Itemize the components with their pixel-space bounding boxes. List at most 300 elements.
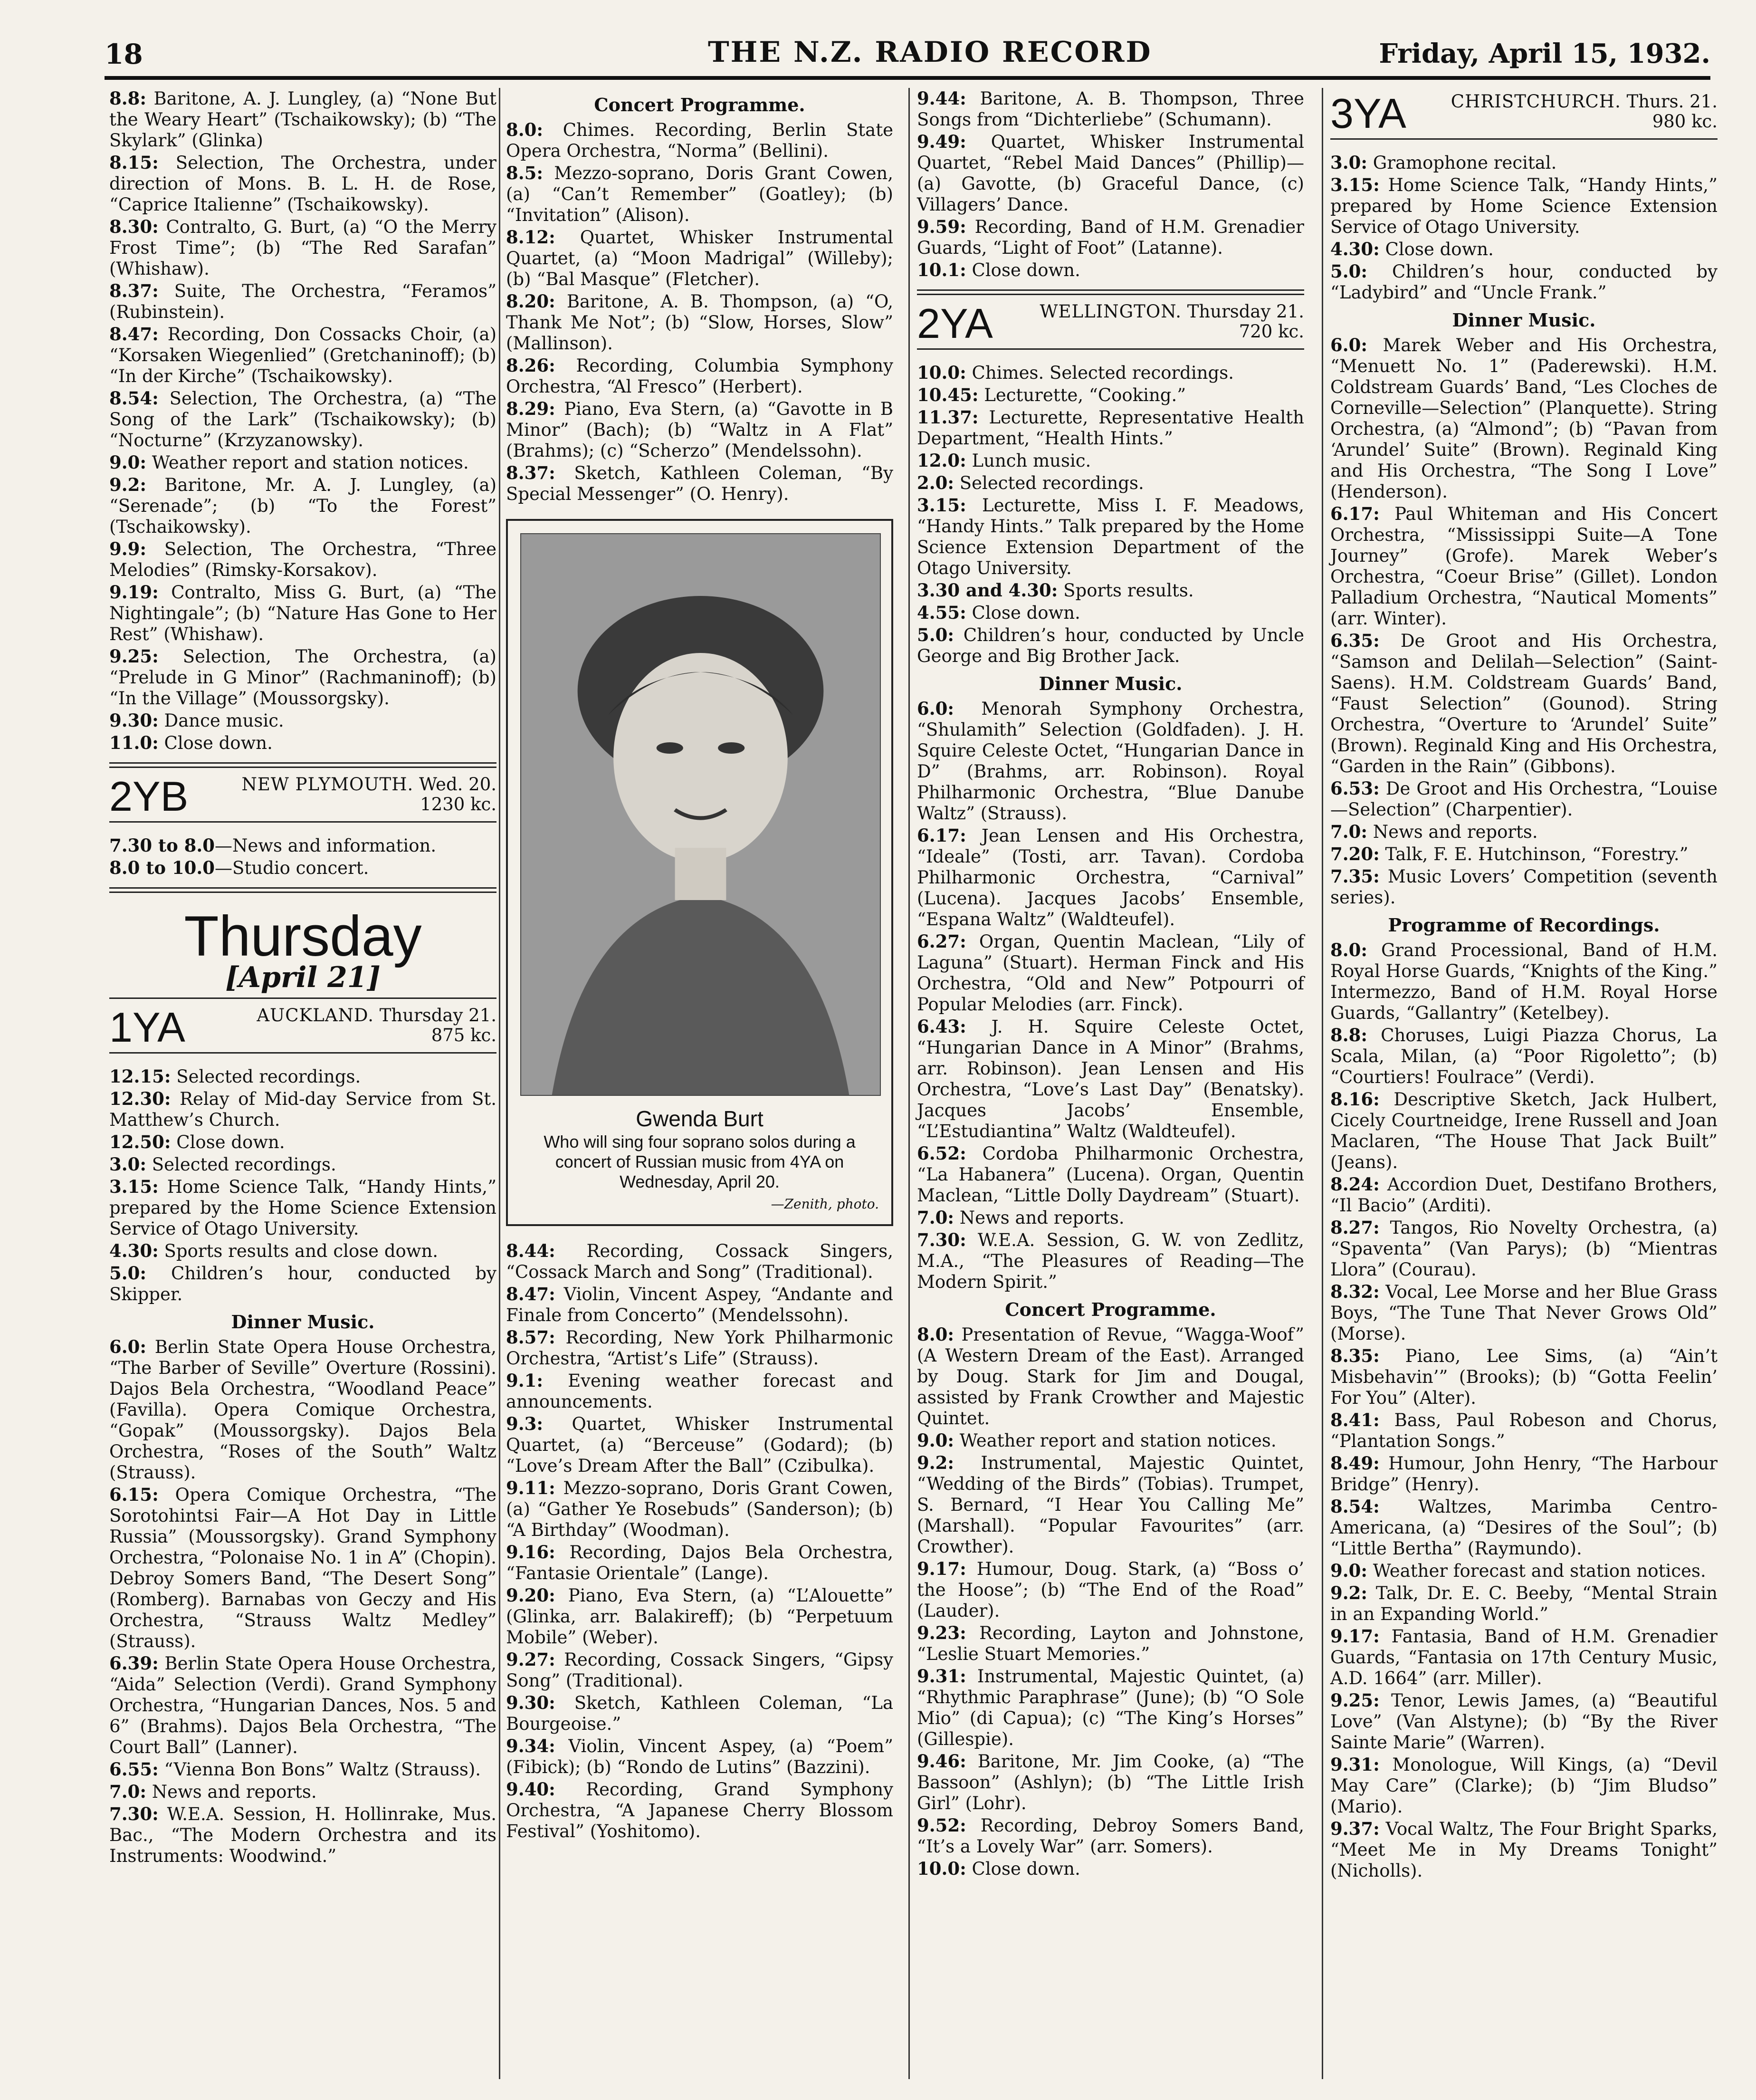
programme-description: Vocal Waltz, The Four Bright Sparks, “Meet Me in My Dreams Tonight” (Nicholls). [1330,1819,1718,1881]
programme-time: 7.0: [1330,821,1368,842]
programme-entry [1330,778,1718,820]
station-header-3ya [1330,88,1718,140]
programme-description: Tangos, Rio Novelty Orchestra, (a) “Spaventa” (Van Parys); (b) “Mientras Llora” (Courau). [1330,1218,1718,1280]
programme-description: Choruses, Luigi Piazza Chorus, La Scala, Milan, (a) “Poor Rigoletto”; (b) “Courtiers! Foulrace” (Verdi). [1330,1025,1718,1087]
programme-entry [917,602,1304,623]
photo-caption: Who will sing four soprano solos during a concert of Russian music from 4YA on Wednesday, April 20. [544,1132,856,1191]
programme-description: Selected recordings. [146,1154,336,1175]
programme-description: Talk, Dr. E. C. Beeby, “Mental Strain in an Expanding World.” [1330,1583,1718,1624]
programme-entry [109,1759,496,1780]
programme-time: 9.1: [506,1370,544,1391]
station-frequency: 720 kc. [1239,321,1304,342]
programme-description: Piano, Eva Stern, (a) “L’Alouette” (Glinka, arr. Balakireff); (b) “Perpetuum Mobile” (Weber). [506,1585,893,1648]
programme-description: Children’s hour, conducted by “Ladybird” and “Uncle Frank.” [1330,261,1718,303]
programme-time: 10.45: [917,384,979,405]
publication-title: THE N.Z. RADIO RECORD [708,36,1152,69]
programme-description: Close down. [966,1859,1080,1879]
programme-time: 4.55: [917,602,966,623]
programme-time: 7.0: [109,1781,147,1802]
programme-time: 6.15: [109,1484,159,1505]
programme-time: 9.0: [1330,1560,1368,1581]
programme-entry [109,1484,496,1652]
masthead-rule [105,76,1710,80]
programme-time: 2.0: [917,472,954,493]
programme-description: Weather report and station notices. [146,452,469,473]
programme-description: Presentation of Revue, “Wagga-Woof” (A Western Dream of the East). Arranged by Doug. Stark for Jim and Dougal, assisted by Frank Crowther and Majestic Quintet. [917,1324,1304,1429]
programme-description: Weather report and station notices. [954,1430,1277,1451]
programme-entry [917,259,1304,281]
programme-entry [917,1622,1304,1665]
programme-time: 8.27: [1330,1217,1380,1238]
programme-description: Piano, Lee Sims, (a) “Ain’t Misbehavin’” (Brooks); (b) “Gotta Feelin’ For You” (Alter). [1330,1346,1718,1408]
station-city: AUCKLAND. [257,1005,374,1026]
programme-time: 3.15: [1330,174,1380,195]
programme-entry [1330,1496,1718,1559]
programme-entry [1330,1560,1718,1582]
programme-entry [109,857,496,879]
listing-block [917,1324,1304,1879]
programme-time: 9.52: [917,1815,966,1836]
programme-entry [917,1016,1304,1142]
programme-entry [109,835,496,856]
programme-entry [1330,1582,1718,1625]
programme-entry [109,216,496,279]
programme-description: Suite, The Orchestra, “Feramos” (Rubinstein). [109,281,496,322]
programme-description: Recording, Cossack Singers, “Cossack March and Song” (Traditional). [506,1241,893,1282]
programme-entry [506,1370,893,1412]
programme-time: 6.0: [109,1336,147,1357]
listing-block [1330,335,1718,908]
programme-description: Children’s hour, conducted by Skipper. [109,1263,496,1304]
section-subheading: Dinner Music. [1039,673,1183,694]
programme-entry [917,131,1304,215]
programme-description: Mezzo-soprano, Doris Grant Cowen, (a) “Can’t Remember” (Goatley); (b) “Invitation” (Alison). [506,163,893,225]
programme-time: 9.23: [917,1622,966,1643]
programme-time: 8.12: [506,227,555,248]
programme-description: Chimes. Recording, Berlin State Opera Orchestra, “Norma” (Bellini). [506,120,893,161]
programme-entry [109,732,496,754]
programme-entry [1330,1754,1718,1817]
programme-entry [917,931,1304,1015]
programme-description: Home Science Talk, “Handy Hints,” prepared by Home Science Extension Service of Otago University. [1330,175,1718,237]
programme-description: Recording, Debroy Somers Band, “It’s a Lovely War” (arr. Somers). [917,1815,1304,1857]
listing-block [109,1066,496,1305]
programme-entry [1330,1410,1718,1452]
programme-time: 11.37: [917,407,979,428]
programme-entry [1330,174,1718,238]
programme-time: 9.11: [506,1477,555,1498]
programme-time: 9.34: [506,1736,555,1756]
programme-description: Quartet, Whisker Instrumental Quartet, (a) “Berceuse” (Godard); (b) “Love’s Dream After the Ball” (Czibulka). [506,1414,893,1476]
programme-time: 8.57: [506,1327,555,1348]
programme-time: 8.44: [506,1240,555,1261]
programme-entry [109,1781,496,1803]
programme-time: 8.54: [1330,1496,1380,1517]
programme-description: Humour, Doug. Stark, (a) “Boss o’ the Hoose”; (b) “The End of the Road” (Lauder). [917,1559,1304,1621]
programme-entry [109,1653,496,1758]
programme-entry [917,1452,1304,1557]
programme-time: 8.0: [1330,940,1368,960]
programme-time: 6.35: [1330,630,1380,651]
programme-entry [1330,844,1718,865]
programme-description: Berlin State Opera House Orchestra, “The Barber of Seville” Overture (Rossini). Dajos Bela Orchestra, “Woodland Peace” (Favilla). Opera Comique Orchestra, “Gopak” (Moussorgsky). Dajos Bela Orchestra, “Roses of the South” Waltz (Strauss). [109,1337,496,1483]
programme-time: 6.53: [1330,778,1380,799]
listing-block [1330,152,1718,303]
programme-time: 9.40: [506,1779,555,1800]
programme-entry [506,462,893,505]
programme-entry [506,1779,893,1842]
programme-description: Selected recordings. [954,473,1144,493]
programme-description: Menorah Symphony Orchestra, “Shulamith” Selection (Goldfaden). J. H. Squire Celeste Octet, “Hungarian Dance in D” (Brahms, arr. Robinson). Royal Philharmonic Orchestra, “Blue Danube Waltz” (Strauss). [917,699,1304,824]
programme-time: 8.16: [1330,1089,1380,1110]
programme-time: 9.25: [109,646,159,667]
programme-time: 7.20: [1330,844,1380,864]
programme-description: Recording, New York Philharmonic Orchestra, “Artist’s Life” (Strauss). [506,1327,893,1369]
photo-name: Gwenda Burt [636,1106,763,1131]
programme-description: Baritone, A. J. Lungley, (a) “None But the Weary Heart” (Tschaikowsky); (b) “The Skylark” (Glinka) [109,88,496,151]
column-1 [109,88,496,1868]
programme-time: 11.0: [109,732,159,753]
programme-description: Contralto, G. Burt, (a) “O the Merry Frost Time”; (b) “The Red Sarafan” (Whishaw). [109,217,496,279]
programme-description: Recording, Grand Symphony Orchestra, “A Japanese Cherry Blossom Festival” (Yoshitomo). [506,1779,893,1841]
programme-description: Home Science Talk, “Handy Hints,” prepared by the Home Science Extension Service of Otago University. [109,1177,496,1239]
programme-time: 12.0: [917,450,966,471]
programme-description: Selection, The Orchestra, “Three Melodies” (Rimsky-Korsakov). [109,539,496,580]
programme-time: 9.44: [917,88,966,109]
programme-time: 8.15: [109,152,159,173]
programme-time: 8.37: [109,280,159,301]
programme-entry [1330,503,1718,629]
programme-description: Waltzes, Marimba Centro-Americana, (a) “Desires of the Soul”; (b) “Little Bertha” (Raymundo). [1330,1496,1718,1559]
station-frequency: 875 kc. [431,1025,496,1045]
programme-entry [109,1336,496,1483]
programme-entry [506,1736,893,1778]
programme-description: Violin, Vincent Aspey, “Andante and Finale from Concerto” (Mendelssohn). [506,1284,893,1325]
programme-entry [506,1413,893,1477]
programme-description: Lunch music. [966,451,1091,471]
programme-description: Humour, John Henry, “The Harbour Bridge” (Henry). [1330,1453,1718,1495]
programme-time: 6.0: [917,698,954,719]
programme-time: 8.37: [506,462,555,483]
programme-entry [1330,261,1718,303]
programme-time: 8.26: [506,355,555,376]
programme-entry [506,1240,893,1283]
programme-entry [1330,940,1718,1024]
programme-entry [1330,1345,1718,1409]
programme-time: 3.30 and 4.30: [917,580,1058,601]
programme-entry [917,1558,1304,1621]
programme-time: 9.17: [1330,1626,1380,1647]
programme-entry [506,1477,893,1541]
programme-time: 8.30: [109,216,159,237]
listing-block [109,1336,496,1867]
programme-entry [917,450,1304,471]
programme-time: 9.16: [506,1542,555,1563]
programme-entry [917,495,1304,579]
programme-entry [1330,1089,1718,1173]
programme-time: 6.52: [917,1143,966,1164]
programme-entry [917,1207,1304,1228]
programme-description: Cordoba Philharmonic Orchestra, “La Habanera” (Lucena). Organ, Quentin Maclean, “Little Dolly Daydream” (Stuart). [917,1143,1304,1206]
listing-block [1330,940,1718,1881]
station-code: 2YB [109,773,189,820]
programme-description: Close down. [158,733,273,753]
programme-description: Grand Processional, Band of H.M. Royal Horse Guards, “Knights of the King.” Intermezzo, Band of H.M. Royal Horse Guards, “Gallantry” (Ketelbey). [1330,940,1718,1023]
programme-entry [109,1066,496,1087]
programme-time: 3.0: [109,1154,147,1175]
programme-entry [506,398,893,461]
programme-entry [917,1666,1304,1750]
programme-description: Sports results and close down. [158,1241,439,1261]
programme-time: 8.8: [109,88,147,109]
programme-description: Selection, The Orchestra, under direction of Mons. B. L. H. de Rose, “Caprice Italienne” (Tschaikowsky). [109,153,496,215]
programme-time: 10.1: [917,259,966,280]
day-title: Thursday [184,904,422,968]
programme-entry [109,152,496,215]
programme-description: Lecturette, “Cooking.” [978,385,1186,405]
programme-entry [506,1327,893,1369]
programme-time: 9.2: [109,474,147,495]
programme-time: 7.30: [917,1229,966,1250]
programme-entry [1330,1626,1718,1689]
programme-time: 8.29: [506,398,555,419]
day-heading [109,904,496,994]
programme-description: News and reports. [146,1782,317,1802]
column-divider [908,88,910,2079]
programme-description: Close down. [966,260,1080,280]
programme-time: 9.20: [506,1585,555,1606]
programme-entry [917,1430,1304,1451]
programme-time: 12.50: [109,1132,171,1152]
programme-description: Lecturette, Representative Health Department, “Health Hints.” [917,407,1304,449]
programme-time: 6.17: [917,825,966,846]
programme-entry [917,825,1304,930]
programme-time: 7.30 to 8.0 [109,835,215,856]
column-divider [1322,88,1323,2079]
programme-description: Close down. [966,603,1080,623]
listing-block [917,362,1304,667]
programme-description: De Groot and His Orchestra, “Samson and Delilah—Selection” (Saint-Saens). H.M. Coldstream Guards’ Band, “Faust Selection” (Gounod). String Orchestra, “Overture to ‘Arundel’ Suite” (Brown). Reginald King and His Orchestra, “Garden in the Rain” (Gibbons). [1330,631,1718,777]
programme-description: —News and information. [215,835,437,856]
programme-description: Organ, Quentin Maclean, “Lily of Laguna” (Stuart). Herman Finck and His Orchestra, “Old and New” Potpourri of Popular Melodies (arr. Finck). [917,931,1304,1015]
programme-entry [109,1132,496,1153]
programme-entry [1330,1281,1718,1344]
programme-time: 9.31: [917,1666,966,1687]
programme-entry [1330,152,1718,173]
programme-description: Piano, Eva Stern, (a) “Gavotte in B Minor” (Bach); (b) “Waltz in A Flat” (Brahms); (c) “Scherzo” (Mendelssohn). [506,399,893,461]
station-header-2ya [917,289,1304,350]
column-divider [499,88,500,2079]
station-code: 2YA [917,300,993,347]
programme-time: 7.0: [917,1207,954,1228]
programme-entry [506,119,893,162]
page-number: 18 [105,38,143,70]
programme-description: Jean Lensen and His Orchestra, “Ideale” (Tosti, arr. Tavan). Cordoba Philharmonic Orchestra, “Carnival” (Lucena). Jacques Jacobs’ Ensemble, “Espana Waltz” (Waldteufel). [917,825,1304,930]
programme-time: 12.15: [109,1066,171,1087]
programme-description: Children’s hour, conducted by Uncle George and Big Brother Jack. [917,625,1304,666]
listing-block [109,88,496,754]
programme-time: 5.0: [1330,261,1368,282]
programme-description: Vocal, Lee Morse and her Blue Grass Boys, “The Tune That Never Grows Old” (Morse). [1330,1282,1718,1344]
programme-time: 8.20: [506,291,555,312]
programme-time: 9.17: [917,1558,966,1579]
programme-entry [109,88,496,151]
programme-description: Close down. [1379,239,1494,259]
listing-block [506,119,893,505]
programme-description: Sketch, Kathleen Coleman, “La Bourgeoise.” [506,1693,893,1734]
station-header-2yb [109,762,496,823]
programme-time: 8.8: [1330,1025,1368,1045]
programme-time: 3.15: [109,1176,159,1197]
issue-date: Friday, April 15, 1932. [1379,38,1710,69]
section-subheading: Dinner Music. [1452,309,1596,331]
programme-entry [109,646,496,709]
programme-description: Instrumental, Majestic Quintet, “Wedding of the Birds” (Tobias). Trumpet, S. Bernard, “I Hear You Calling Me” (Marshall). “Popular Favourites” (arr. Crowther). [917,1453,1304,1557]
programme-entry [1330,239,1718,260]
programme-time: 12.30: [109,1088,171,1109]
programme-entry [917,472,1304,494]
programme-description: Sketch, Kathleen Coleman, “By Special Messenger” (O. Henry). [506,463,893,504]
station-day: Thursday 21. [1187,301,1304,322]
programme-description: Recording, Band of H.M. Grenadier Guards, “Light of Foot” (Latanne). [917,217,1304,258]
programme-description: Music Lovers’ Competition (seventh series). [1330,866,1718,908]
programme-description: Selected recordings. [171,1066,361,1087]
programme-entry [1330,630,1718,777]
programme-time: 6.39: [109,1653,159,1674]
programme-description: Lecturette, Miss I. F. Meadows, “Handy Hints.” Talk prepared by the Home Science Extension Department of the Otago University. [917,495,1304,578]
programme-time: 9.49: [917,131,966,152]
programme-description: Paul Whiteman and His Concert Orchestra, “Mississippi Suite—A Tone Journey” (Grofe). Marek Weber’s Orchestra, “Coeur Brise” (Gillet). London Palladium Orchestra, “Nautical Moments” (arr. Winter). [1330,504,1718,629]
programme-description: Baritone, Mr. A. J. Lungley, (a) “Serenade”; (b) “To the Forest” (Tschaikowsky). [109,475,496,537]
programme-entry [917,362,1304,384]
programme-description: Baritone, A. B. Thompson, Three Songs from “Dichterliebe” (Schumann). [917,88,1304,130]
programme-entry [506,1284,893,1326]
programme-time: 7.30: [109,1803,159,1824]
programme-description: Recording, Dajos Bela Orchestra, “Fantasie Orientale” (Lange). [506,1542,893,1583]
programme-time: 9.19: [109,582,159,603]
programme-description: W.E.A. Session, G. W. von Zedlitz, M.A., “The Pleasures of Reading—The Modern Spirit.” [917,1230,1304,1292]
programme-description: Selection, The Orchestra, (a) “The Song of the Lark” (Tschaikowsky); (b) “Nocturne” (Krzyzanowsky). [109,388,496,451]
listing-block [917,698,1304,1293]
programme-description: —Studio concert. [215,858,369,878]
programme-entry [917,698,1304,824]
programme-description: Quartet, Whisker Instrumental Quartet, (a) “Moon Madrigal” (Willeby); (b) “Bal Masque” (Fletcher). [506,227,893,289]
programme-entry [506,1585,893,1648]
programme-description: News and reports. [954,1208,1125,1228]
programme-entry [109,710,496,731]
programme-entry [917,1143,1304,1206]
programme-time: 4.30: [109,1240,159,1261]
programme-entry [506,163,893,226]
programme-entry [506,291,893,354]
programme-entry [1330,1025,1718,1088]
column-3 [917,88,1304,1880]
programme-description: Marek Weber and His Orchestra, “Menuett No. 1” (Paderewski). H.M. Coldstream Guards’ Band, “Les Cloches de Corneville—Selection” (Planquette). String Orchestra, (a) “Almond”; (b) “Pavan from ‘Arundel’ Suite” (Brown). Reginald King and His Orchestra, “The Song I Love” (Henderson). [1330,335,1718,502]
station-code: 3YA [1330,90,1406,137]
programme-time: 6.55: [109,1759,159,1780]
programme-entry [109,582,496,645]
masthead [105,29,1710,71]
programme-time: 5.0: [109,1263,147,1284]
programme-description: Evening weather forecast and announcements. [506,1371,893,1412]
programme-description: Weather forecast and station notices. [1367,1561,1706,1581]
programme-time: 9.30: [506,1692,555,1713]
photo-box [506,519,893,1226]
programme-time: 6.0: [1330,335,1368,355]
day-date: [April 21] [225,961,381,994]
programme-entry [506,355,893,397]
programme-time: 6.27: [917,931,966,952]
programme-entry [109,280,496,323]
programme-description: Fantasia, Band of H.M. Grenadier Guards, “Fantasia on 17th Century Music, A.D. 1664” (arr. Miller). [1330,1626,1718,1688]
programme-description: Descriptive Sketch, Jack Hulbert, Cicely Courtneidge, Irene Russell and Joan Maclaren, “The House That Jack Built” (Jeans). [1330,1089,1718,1172]
programme-time: 9.2: [917,1452,954,1473]
programme-time: 5.0: [917,624,954,645]
programme-description: Berlin State Opera House Orchestra, “Aida” Selection (Verdi). Grand Symphony Orchestra, “Hungarian Dances, Nos. 5 and 6” (Brahms). Dajos Bela Orchestra, “The Court Ball” (Lanner). [109,1653,496,1757]
programme-time: 8.47: [109,324,159,345]
programme-entry [1330,1217,1718,1280]
programme-description: Accordion Duet, Destifano Brothers, “Il Bacio” (Arditi). [1330,1174,1718,1216]
programme-time: 6.43: [917,1016,966,1037]
programme-entry [917,88,1304,130]
programme-time: 9.25: [1330,1690,1380,1711]
programme-description: “Vienna Bon Bons” Waltz (Strauss). [158,1759,481,1780]
programme-entry [109,1240,496,1262]
portrait-illustration [521,534,880,1095]
programme-entry [917,624,1304,667]
programme-description: Tenor, Lewis James, (a) “Beautiful Love” (Van Alstyne); (b) “By the River Sainte Marie” (Warren). [1330,1690,1718,1753]
programme-entry [506,1692,893,1735]
programme-entry [506,1649,893,1691]
programme-time: 8.47: [506,1284,555,1304]
programme-time: 9.59: [917,216,966,237]
programme-time: 9.9: [109,538,147,559]
programme-description: Close down. [171,1132,285,1152]
programme-description: Monologue, Will Kings, (a) “Devil May Care” (Clarke); (b) “Jim Bludso” (Mario). [1330,1755,1718,1817]
portrait-photo [520,533,881,1096]
programme-time: 8.49: [1330,1453,1380,1474]
section-subheading: Dinner Music. [231,1311,375,1333]
programme-entry [506,1542,893,1584]
programme-time: 8.0: [506,119,544,140]
programme-time: 7.35: [1330,866,1380,887]
station-day: Thurs. 21. [1626,91,1718,112]
programme-description: Selection, The Orchestra, (a) “Prelude in G Minor” (Rachmaninoff); (b) “In the Village” (Moussorgsky). [109,646,496,709]
programme-description: Recording, Columbia Symphony Orchestra, “Al Fresco” (Herbert). [506,355,893,397]
programme-entry [109,474,496,537]
programme-description: Opera Comique Orchestra, “The Sorotohintsi Fair—A Hot Day in Little Russia” (Moussorgsky). Grand Symphony Orchestra, “Polonaise No. 1 in A” (Chopin). Debroy Somers Band, “The Desert Song” (Romberg). Barnabas von Geczy and His Orchestra, “Strauss Waltz Medley” (Strauss). [109,1485,496,1651]
programme-entry [109,324,496,387]
programme-entry [109,538,496,581]
station-city: CHRISTCHURCH. [1451,91,1621,112]
programme-entry [917,1751,1304,1814]
programme-entry [109,388,496,451]
programme-description: Talk, F. E. Hutchinson, “Forestry.” [1379,844,1689,864]
section-subheading: Concert Programme. [594,94,805,115]
programme-description: Baritone, A. B. Thompson, (a) “O, Thank Me Not”; (b) “Slow, Horses, Slow” (Mallinson). [506,291,893,354]
programme-entry [506,227,893,290]
station-city: WELLINGTON. [1040,301,1182,322]
station-day: Wed. 20. [419,774,496,795]
column-4 [1330,88,1718,1882]
programme-entry [109,1803,496,1867]
programme-time: 9.0: [109,452,147,473]
programme-description: Recording, Layton and Johnstone, “Leslie Stuart Memories.” [917,1623,1304,1664]
programme-entry [109,1088,496,1131]
station-city: NEW PLYMOUTH. [241,774,414,795]
programme-time: 4.30: [1330,239,1380,259]
programme-description: Recording, Don Cossacks Choir, (a) “Korsaken Wiegenlied” (Gretchaninoff); (b) “In der Kirche” (Tschaikowsky). [109,324,496,386]
